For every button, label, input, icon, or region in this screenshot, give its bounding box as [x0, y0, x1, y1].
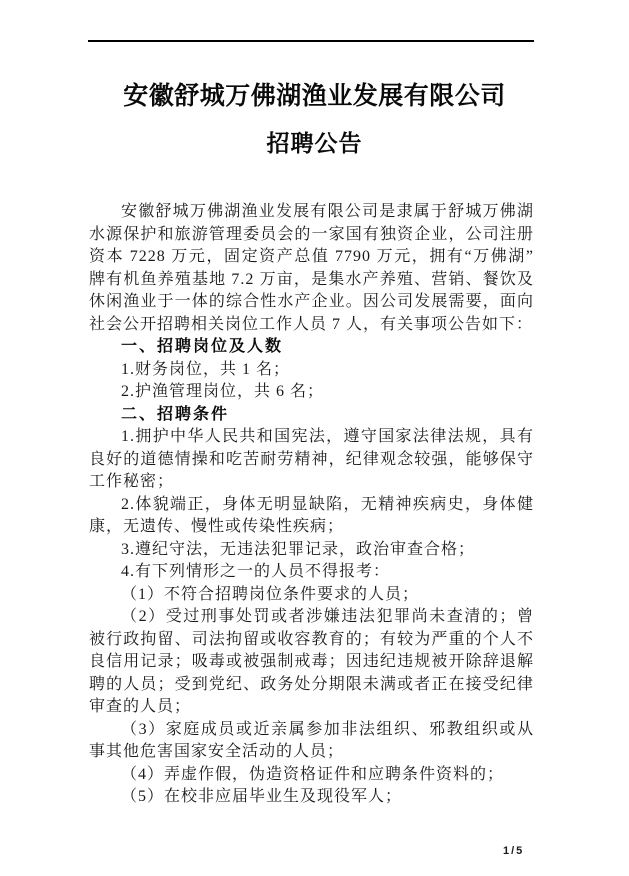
document-title: 安徽舒城万佛湖渔业发展有限公司	[123, 83, 506, 110]
section-heading-1: 一、招聘岗位及人数	[121, 338, 284, 355]
exclusion-item-5: （5）在校非应届毕业生及现役军人；	[121, 788, 403, 805]
condition-item-1: 1.拥护中华人民共和国宪法，遵守国家法律法规，具有良好的道德情操和吃苦耐劳精神，纪律观念较强，能够保守工作秘密；	[89, 428, 534, 490]
list-item-position-1: 1.财务岗位，共 1 名；	[121, 360, 291, 378]
list-item-position-2: 2.护渔管理岗位，共 6 名；	[121, 383, 325, 400]
exclusion-item-1: （1）不符合招聘岗位条件要求的人员；	[121, 585, 420, 603]
condition-item-3: 3.遵纪守法，无违法犯罪记录，政治审查合格；	[121, 540, 476, 558]
exclusion-item-3: （3）家庭成员或近亲属参加非法组织、邪教组织或从事其他危害国家安全活动的人员；	[89, 720, 534, 760]
section-heading-2: 二、招聘条件	[121, 405, 230, 423]
paragraph-intro: 安徽舒城万佛湖渔业发展有限公司是隶属于舒城万佛湖水源保护和旅游管理委员会的一家国有独资企业，公司注册资本 7228 万元，固定资产总值 7790 万元，拥有“万佛湖”牌有机鱼养殖基地 7.2 万亩，是集水产养殖、营销、餐饮及休闲渔业于一体的综合性水产企业。因公司发展需要，面向社会公开招聘相关岗位工作人员 7 人，有关事项公告如下：	[89, 203, 534, 333]
condition-item-2: 2.体貌端正，身体无明显缺陷，无精神疾病史，身体健康，无遗传、慢性或传染性疾病；	[89, 495, 534, 535]
exclusion-item-4: （4）弄虚作假，伪造资格证件和应聘条件资料的；	[121, 765, 505, 783]
header-rule	[88, 40, 534, 42]
condition-item-4: 4.有下列情形之一的人员不得报考：	[121, 563, 391, 580]
document-body	[89, 201, 534, 809]
page-number: 1/5	[503, 845, 525, 857]
document-subtitle: 招聘公告	[266, 131, 363, 156]
exclusion-item-2: （2）受过刑事处罚或者涉嫌违法犯罪尚未查清的；曾被行政拘留、司法拘留或收容教育的；有较为严重的个人不良信用记录；吸毒或被强制戒毒；因违纪违规被开除辞退解聘的人员；受到党纪、政务处分期限未满或者正在接受纪律审查的人员；	[89, 608, 534, 715]
